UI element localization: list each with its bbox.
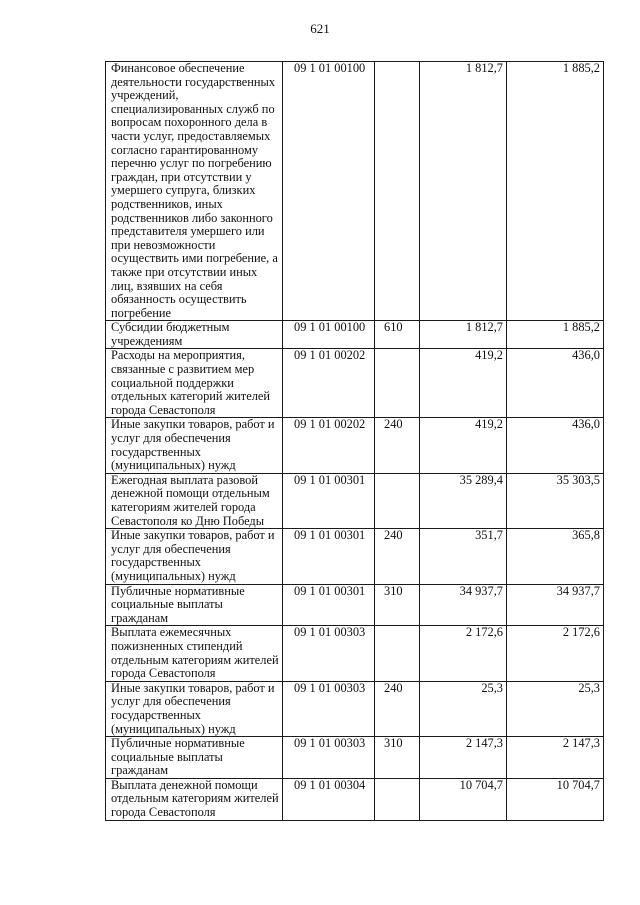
row-code: 09 1 01 00303	[283, 626, 375, 681]
row-value-2: 365,8	[507, 529, 604, 584]
budget-table-body	[106, 62, 604, 821]
row-value-2: 25,3	[507, 681, 604, 736]
table-row	[106, 584, 604, 626]
row-value-1: 35 289,4	[420, 473, 507, 528]
row-expense-type: 240	[375, 529, 420, 584]
budget-table	[105, 61, 604, 821]
row-value-1: 34 937,7	[420, 584, 507, 626]
row-value-2: 10 704,7	[507, 778, 604, 820]
row-expense-type	[375, 62, 420, 321]
row-code: 09 1 01 00301	[283, 529, 375, 584]
row-code: 09 1 01 00301	[283, 473, 375, 528]
row-code: 09 1 01 00303	[283, 737, 375, 779]
row-expense-type	[375, 473, 420, 528]
row-value-1: 351,7	[420, 529, 507, 584]
row-name: Выплата ежемесячных пожизненных стипендий отдельным категориям жителей города Севастополя	[106, 626, 283, 681]
row-name: Публичные нормативные социальные выплаты гражданам	[106, 737, 283, 779]
row-name: Иные закупки товаров, работ и услуг для обеспечения государственных (муниципальных) нужд	[106, 681, 283, 736]
row-expense-type	[375, 778, 420, 820]
row-code: 09 1 01 00100	[283, 321, 375, 349]
row-value-2: 35 303,5	[507, 473, 604, 528]
row-name: Расходы на мероприятия, связанные с развитием мер социальной поддержки отдельных категорий жителей города Севастополя	[106, 349, 283, 418]
table-row	[106, 321, 604, 349]
row-name: Ежегодная выплата разовой денежной помощи отдельным категориям жителей города Севастополя ко Дню Победы	[106, 473, 283, 528]
table-row	[106, 349, 604, 418]
table-row	[106, 62, 604, 321]
row-value-2: 1 885,2	[507, 321, 604, 349]
page-number: 621	[310, 21, 330, 36]
row-value-1: 25,3	[420, 681, 507, 736]
row-value-1: 1 812,7	[420, 321, 507, 349]
table-row	[106, 626, 604, 681]
row-expense-type	[375, 349, 420, 418]
row-code: 09 1 01 00304	[283, 778, 375, 820]
row-value-1: 419,2	[420, 418, 507, 473]
row-value-2: 1 885,2	[507, 62, 604, 321]
row-expense-type: 310	[375, 737, 420, 779]
row-name: Субсидии бюджетным учреждениям	[106, 321, 283, 349]
row-value-1: 1 812,7	[420, 62, 507, 321]
row-value-2: 34 937,7	[507, 584, 604, 626]
row-name: Выплата денежной помощи отдельным категориям жителей города Севастополя	[106, 778, 283, 820]
row-value-1: 2 147,3	[420, 737, 507, 779]
row-name: Финансовое обеспечение деятельности государственных учреждений, специализированных служб по вопросам похоронного дела в части услуг, предоставляемых согласно гарантированному перечню услуг по погребению граждан, при отсутствии у умершего супруга, близких родственников, иных родственников либо законного представителя умершего или при невозможности осуществить ими погребение, а также при отсутствии иных лиц, взявших на себя обязанность осуществить погребение	[106, 62, 283, 321]
row-name: Публичные нормативные социальные выплаты гражданам	[106, 584, 283, 626]
row-value-2: 436,0	[507, 349, 604, 418]
row-name: Иные закупки товаров, работ и услуг для обеспечения государственных (муниципальных) нужд	[106, 529, 283, 584]
row-expense-type: 240	[375, 418, 420, 473]
row-value-2: 2 147,3	[507, 737, 604, 779]
table-row	[106, 473, 604, 528]
row-expense-type: 240	[375, 681, 420, 736]
row-expense-type: 610	[375, 321, 420, 349]
table-row	[106, 681, 604, 736]
row-code: 09 1 01 00202	[283, 349, 375, 418]
row-name: Иные закупки товаров, работ и услуг для обеспечения государственных (муниципальных) нужд	[106, 418, 283, 473]
table-row	[106, 737, 604, 779]
row-code: 09 1 01 00301	[283, 584, 375, 626]
row-value-1: 2 172,6	[420, 626, 507, 681]
row-value-1: 419,2	[420, 349, 507, 418]
table-row	[106, 778, 604, 820]
row-expense-type: 310	[375, 584, 420, 626]
row-value-2: 436,0	[507, 418, 604, 473]
table-row	[106, 529, 604, 584]
row-value-2: 2 172,6	[507, 626, 604, 681]
row-code: 09 1 01 00100	[283, 62, 375, 321]
row-code: 09 1 01 00202	[283, 418, 375, 473]
row-code: 09 1 01 00303	[283, 681, 375, 736]
table-row	[106, 418, 604, 473]
row-expense-type	[375, 626, 420, 681]
row-value-1: 10 704,7	[420, 778, 507, 820]
